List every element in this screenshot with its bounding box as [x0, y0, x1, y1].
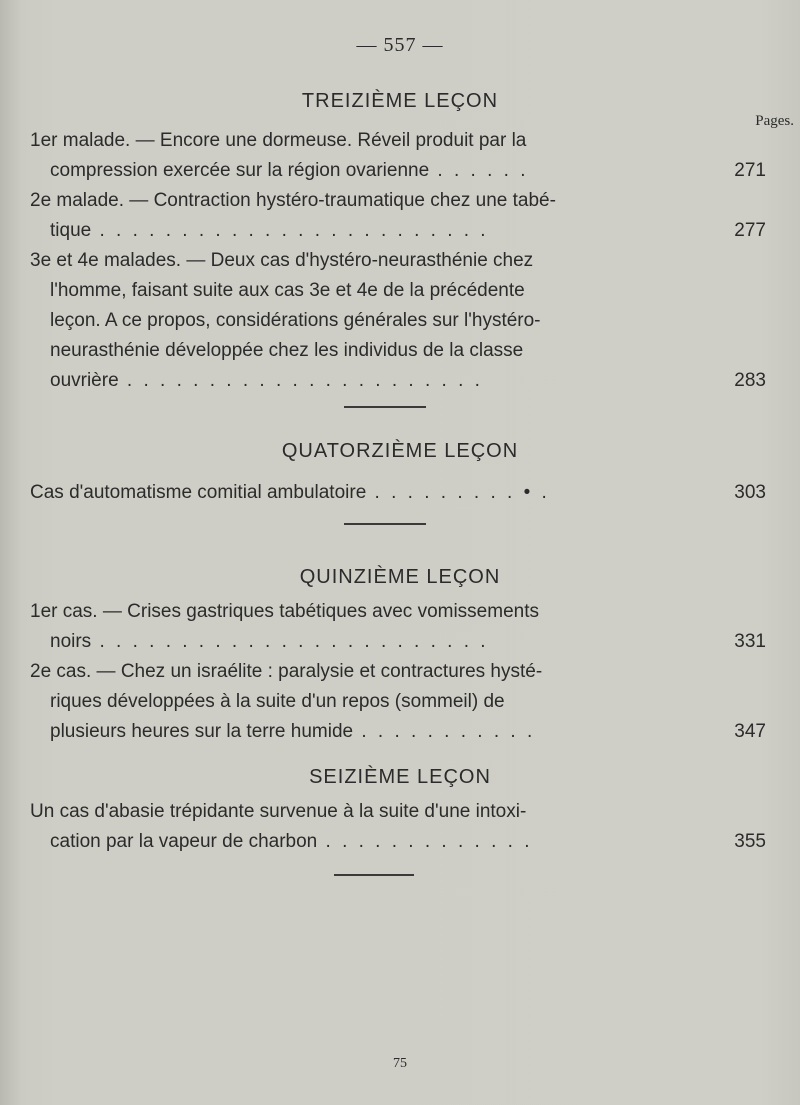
entry-line: leçon. A ce propos, considérations générales sur l'hystéro-: [50, 310, 541, 331]
toc-entry: [30, 186, 766, 246]
leader-dots: . . . . . . . . . . . . . . . . . . . . . . . .: [91, 220, 489, 241]
entry-line: noirs: [50, 631, 92, 652]
entry-line: 3e et 4e malades. — Deux cas d'hystéro-neurasthénie chez: [30, 250, 534, 271]
pages-column-label: Pages.: [755, 113, 794, 129]
signature-mark: 75: [393, 1056, 407, 1071]
toc-entry: [30, 657, 766, 747]
toc-entry: [30, 597, 766, 657]
section-divider: [334, 874, 414, 876]
leader-dots: . . . . . . . . . • .: [366, 482, 550, 503]
entry-line: 2e cas. — Chez un israélite : paralysie et contractures hysté-: [30, 661, 543, 682]
page-number: — 557 —: [356, 34, 444, 56]
entry-line: riques développées à la suite d'un repos (sommeil) de: [50, 691, 505, 712]
page-ref: 283: [734, 370, 766, 391]
page-ref: 303: [734, 482, 766, 503]
leader-dots: . . . . . . . . . . . . .: [317, 831, 533, 852]
entry-line: ouvrière: [50, 370, 119, 391]
lesson-title-quinzieme: QUINZIÈME LEÇON: [299, 566, 501, 588]
entry-line: l'homme, faisant suite aux cas 3e et 4e de la précédente: [50, 280, 525, 301]
entry-line: Un cas d'abasie trépidante survenue à la suite d'une intoxi-: [30, 801, 527, 822]
entry-line: neurasthénie développée chez les individus de la classe: [50, 340, 524, 361]
page-ref: 271: [734, 160, 766, 181]
entry-line: 1er malade. — Encore une dormeuse. Réveil produit par la: [30, 130, 527, 151]
entry-line: tique: [50, 220, 92, 241]
lesson-title-quatorzieme: QUATORZIÈME LEÇON: [281, 440, 519, 462]
entry-line: cation par la vapeur de charbon: [50, 831, 318, 852]
lesson-title-seizieme: SEIZIÈME LEÇON: [309, 766, 491, 788]
toc-entry: [30, 478, 766, 508]
toc-entry: [30, 126, 766, 186]
leader-dots: . . . . . . . . . . . . . . . . . . . . . .: [118, 370, 483, 391]
entry-line: 2e malade. — Contraction hystéro-traumatique chez une tabé-: [30, 190, 556, 211]
lesson-title-treizieme: TREIZIÈME LEÇON: [301, 90, 499, 112]
page-ref: 331: [734, 631, 766, 652]
leader-dots: . . . . . . . . . . . . . . . . . . . . . . . .: [91, 631, 489, 652]
page-ref: 347: [734, 721, 766, 742]
page-ref: 277: [734, 220, 766, 241]
leader-dots: . . . . . .: [429, 160, 529, 181]
entry-line: compression exercée sur la région ovarienne: [50, 160, 430, 181]
leader-dots: . . . . . . . . . . .: [353, 721, 536, 742]
entry-line: plusieurs heures sur la terre humide: [50, 721, 354, 742]
page-ref: 355: [734, 831, 766, 852]
entry-line: Cas d'automatisme comitial ambulatoire: [30, 482, 367, 503]
section-divider: [344, 406, 426, 408]
toc-entry: [30, 797, 766, 857]
section-divider: [344, 523, 426, 525]
entry-line: 1er cas. — Crises gastriques tabétiques avec vomissements: [30, 601, 539, 622]
toc-entry: [30, 246, 766, 396]
